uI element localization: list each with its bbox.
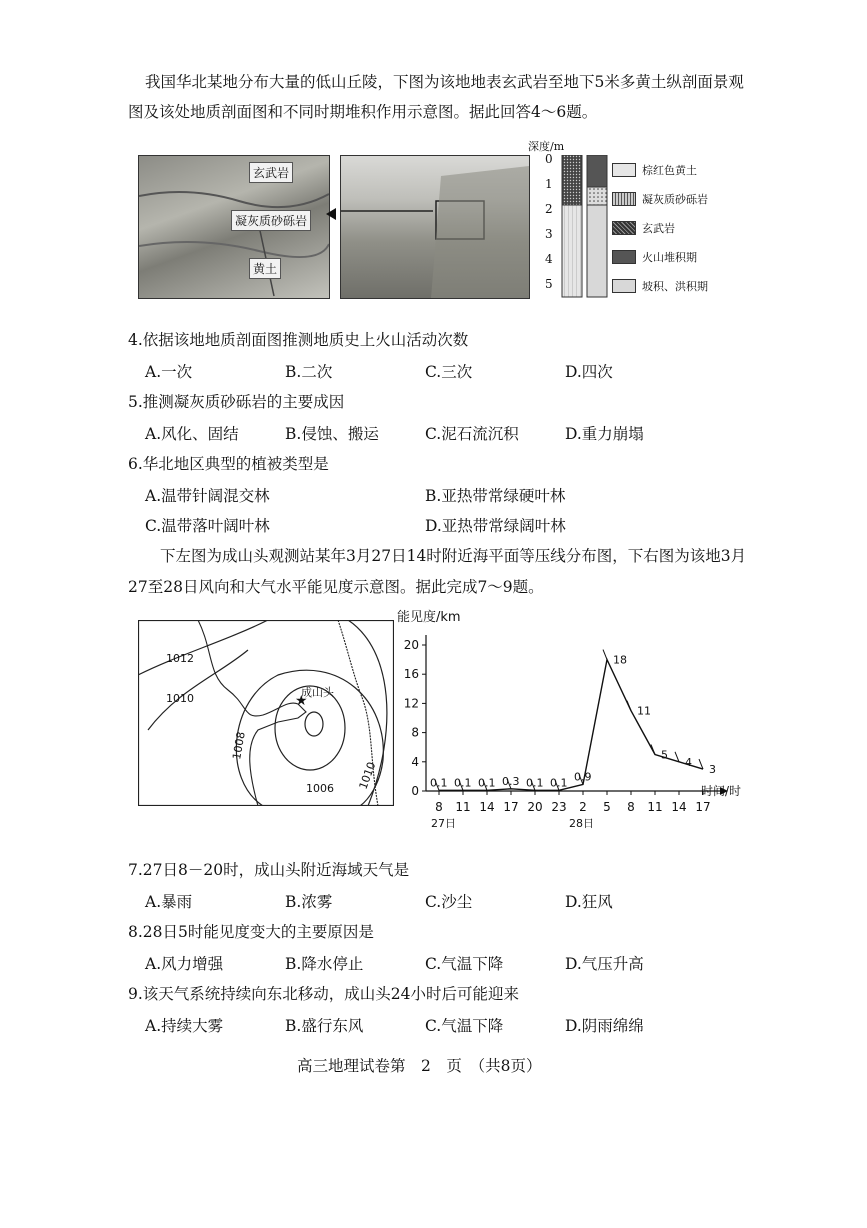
landscape-texture (341, 156, 529, 298)
legend-label-basalt: 玄武岩 (642, 222, 675, 235)
q8-stem: 8.28日5时能见度变大的主要原因是 (128, 923, 374, 941)
data-label: 0.1 (430, 776, 448, 790)
x-tick-label: 11 (455, 800, 471, 814)
intro2-line2: 27至28日风向和大气水平能见度示意图。据此完成7～9题。 (128, 578, 544, 596)
q6-option-c[interactable]: C.温带落叶阔叶林 (145, 517, 270, 535)
data-label: 4 (685, 755, 692, 769)
column-loess-layer (562, 205, 582, 297)
q5-option-d[interactable]: D.重力崩塌 (565, 425, 644, 443)
x-tick-label: 20 (527, 800, 543, 814)
q5-option-a[interactable]: A.风化、固结 (145, 425, 239, 443)
landscape-photo (340, 155, 530, 299)
visibility-line (439, 660, 703, 791)
q4-stem: 4.依据该地地质剖面图推测地质史上火山活动次数 (128, 331, 469, 349)
data-label: 3 (709, 763, 716, 777)
day-label-27: 27日 (431, 817, 456, 830)
visibility-chart (395, 605, 755, 830)
data-label: 0.1 (526, 776, 544, 790)
x-tick-label: 17 (695, 800, 711, 814)
depth-tick-3: 3 (545, 227, 553, 241)
wind-barb (603, 650, 607, 660)
station-label: 成山头 (301, 686, 334, 699)
q4-option-d[interactable]: D.四次 (565, 363, 613, 381)
y-tick-label: 4 (411, 754, 419, 769)
legend-label-tuff: 凝灰质砂砾岩 (642, 193, 708, 206)
label-loess: 黄土 (249, 258, 281, 279)
intro2-line1: 下左图为成山头观测站某年3月27日14时附近海平面等压线分布图，下右图为该地3月 (160, 547, 747, 565)
q9-option-a[interactable]: A.持续大雾 (145, 1017, 224, 1035)
x-tick-label: 5 (603, 800, 611, 814)
depth-axis-label: 深度/m (528, 140, 565, 153)
q8-option-a[interactable]: A.风力增强 (145, 955, 224, 973)
intro1-line2: 图及该处地质剖面图和不同时期堆积作用示意图。据此回答4～6题。 (128, 103, 598, 121)
isobar-label-1010-west: 1010 (166, 692, 194, 705)
data-label: 0.1 (454, 776, 472, 790)
column-volcanic-period (587, 155, 607, 187)
x-tick-label: 14 (671, 800, 687, 814)
q9-option-b[interactable]: B.盛行东风 (285, 1017, 364, 1035)
q6-option-d[interactable]: D.亚热带常绿阔叶林 (425, 517, 566, 535)
depth-tick-0: 0 (545, 152, 553, 166)
isobar-label-1006: 1006 (306, 782, 334, 795)
map-frame (139, 621, 394, 806)
q7-option-b[interactable]: B.浓雾 (285, 893, 333, 911)
chart-xlabel: 时间/时 (701, 784, 742, 798)
q6-option-a[interactable]: A.温带针阔混交林 (145, 487, 270, 505)
legend-row-slope (612, 278, 708, 294)
q6-stem: 6.华北地区典型的植被类型是 (128, 455, 329, 473)
q9-stem: 9.该天气系统持续向东北移动，成山头24小时后可能迎来 (128, 985, 520, 1003)
q7-option-d[interactable]: D.狂风 (565, 893, 613, 911)
depth-tick-1: 1 (545, 177, 553, 191)
q7-stem: 7.27日8－20时，成山头附近海域天气是 (128, 861, 410, 879)
q5-option-b[interactable]: B.侵蚀、搬运 (285, 425, 379, 443)
depth-tick-2: 2 (545, 202, 553, 216)
y-tick-label: 0 (411, 784, 419, 798)
data-label: 0.1 (550, 776, 568, 790)
stratigraphic-column (560, 155, 610, 300)
q4-option-c[interactable]: C.三次 (425, 363, 473, 381)
q8-option-d[interactable]: D.气压升高 (565, 955, 644, 973)
depth-tick-4: 4 (545, 252, 553, 266)
legend-swatch-loess (612, 163, 636, 177)
x-tick-label: 8 (627, 800, 635, 814)
data-label: 5 (661, 748, 668, 762)
legend-row-volcanic (612, 249, 697, 265)
y-tick-label: 12 (403, 696, 419, 711)
legend-row-loess (612, 162, 697, 178)
y-tick-label: 20 (403, 638, 419, 652)
label-basalt: 玄武岩 (249, 162, 293, 183)
legend-swatch-tuff (612, 192, 636, 206)
label-tuff: 凝灰质砂砾岩 (231, 210, 311, 231)
outcrop-photo-closeup (138, 155, 330, 299)
q6-option-b[interactable]: B.亚热带常绿硬叶林 (425, 487, 566, 505)
data-label: 18 (613, 653, 627, 667)
q7-option-a[interactable]: A.暴雨 (145, 893, 193, 911)
data-label: 0.1 (478, 776, 496, 790)
data-label: 0.3 (502, 774, 520, 788)
legend-swatch-slope (612, 279, 636, 293)
x-tick-label: 23 (551, 800, 567, 814)
q5-stem: 5.推测凝灰质砂砾岩的主要成因 (128, 393, 345, 411)
legend-row-tuff (612, 191, 708, 207)
day-label-28: 28日 (569, 817, 594, 830)
page-footer: 高三地理试卷第 2 页 （共8页） (297, 1057, 542, 1075)
isobar-label-1008: 1008 (230, 730, 248, 761)
column-slope-period (587, 205, 607, 297)
legend-label-volcanic: 火山堆积期 (642, 251, 697, 264)
q9-option-c[interactable]: C.气温下降 (425, 1017, 504, 1035)
legend-label-loess: 棕红色黄土 (642, 164, 697, 177)
isobar-label-1012: 1012 (166, 652, 194, 665)
q9-option-d[interactable]: D.阴雨绵绵 (565, 1017, 644, 1035)
column-basalt-layer (562, 155, 582, 205)
x-tick-label: 17 (503, 800, 519, 814)
x-tick-label: 2 (579, 800, 587, 814)
q8-option-c[interactable]: C.气温下降 (425, 955, 504, 973)
column-tuff-layer (587, 187, 607, 205)
q5-option-c[interactable]: C.泥石流沉积 (425, 425, 519, 443)
x-tick-label: 8 (435, 800, 443, 814)
q7-option-c[interactable]: C.沙尘 (425, 893, 473, 911)
legend-row-basalt (612, 220, 675, 236)
legend-swatch-basalt (612, 221, 636, 235)
wind-barb (627, 701, 631, 711)
station-star-icon: ★ (295, 693, 308, 709)
x-tick-label: 14 (479, 800, 495, 814)
chart-ylabel: 能见度/km (397, 610, 461, 625)
isobar-label-1010-east: 1010 (356, 760, 379, 792)
legend-label-slope: 坡积、洪积期 (642, 280, 708, 293)
q4-option-a[interactable]: A.一次 (145, 363, 193, 381)
y-tick-label: 16 (403, 667, 419, 682)
depth-tick-5: 5 (545, 277, 553, 291)
q4-option-b[interactable]: B.二次 (285, 363, 333, 381)
data-label: 11 (637, 704, 651, 718)
x-tick-label: 11 (647, 800, 663, 814)
intro1-line1: 我国华北某地分布大量的低山丘陵，下图为该地地表玄武岩至地下5米多黄土纵剖面景观 (145, 73, 744, 91)
data-label: 0.9 (574, 770, 592, 784)
y-tick-label: 8 (411, 725, 419, 740)
isobar-map (138, 620, 394, 806)
legend-swatch-volcanic (612, 250, 636, 264)
q8-option-b[interactable]: B.降水停止 (285, 955, 364, 973)
